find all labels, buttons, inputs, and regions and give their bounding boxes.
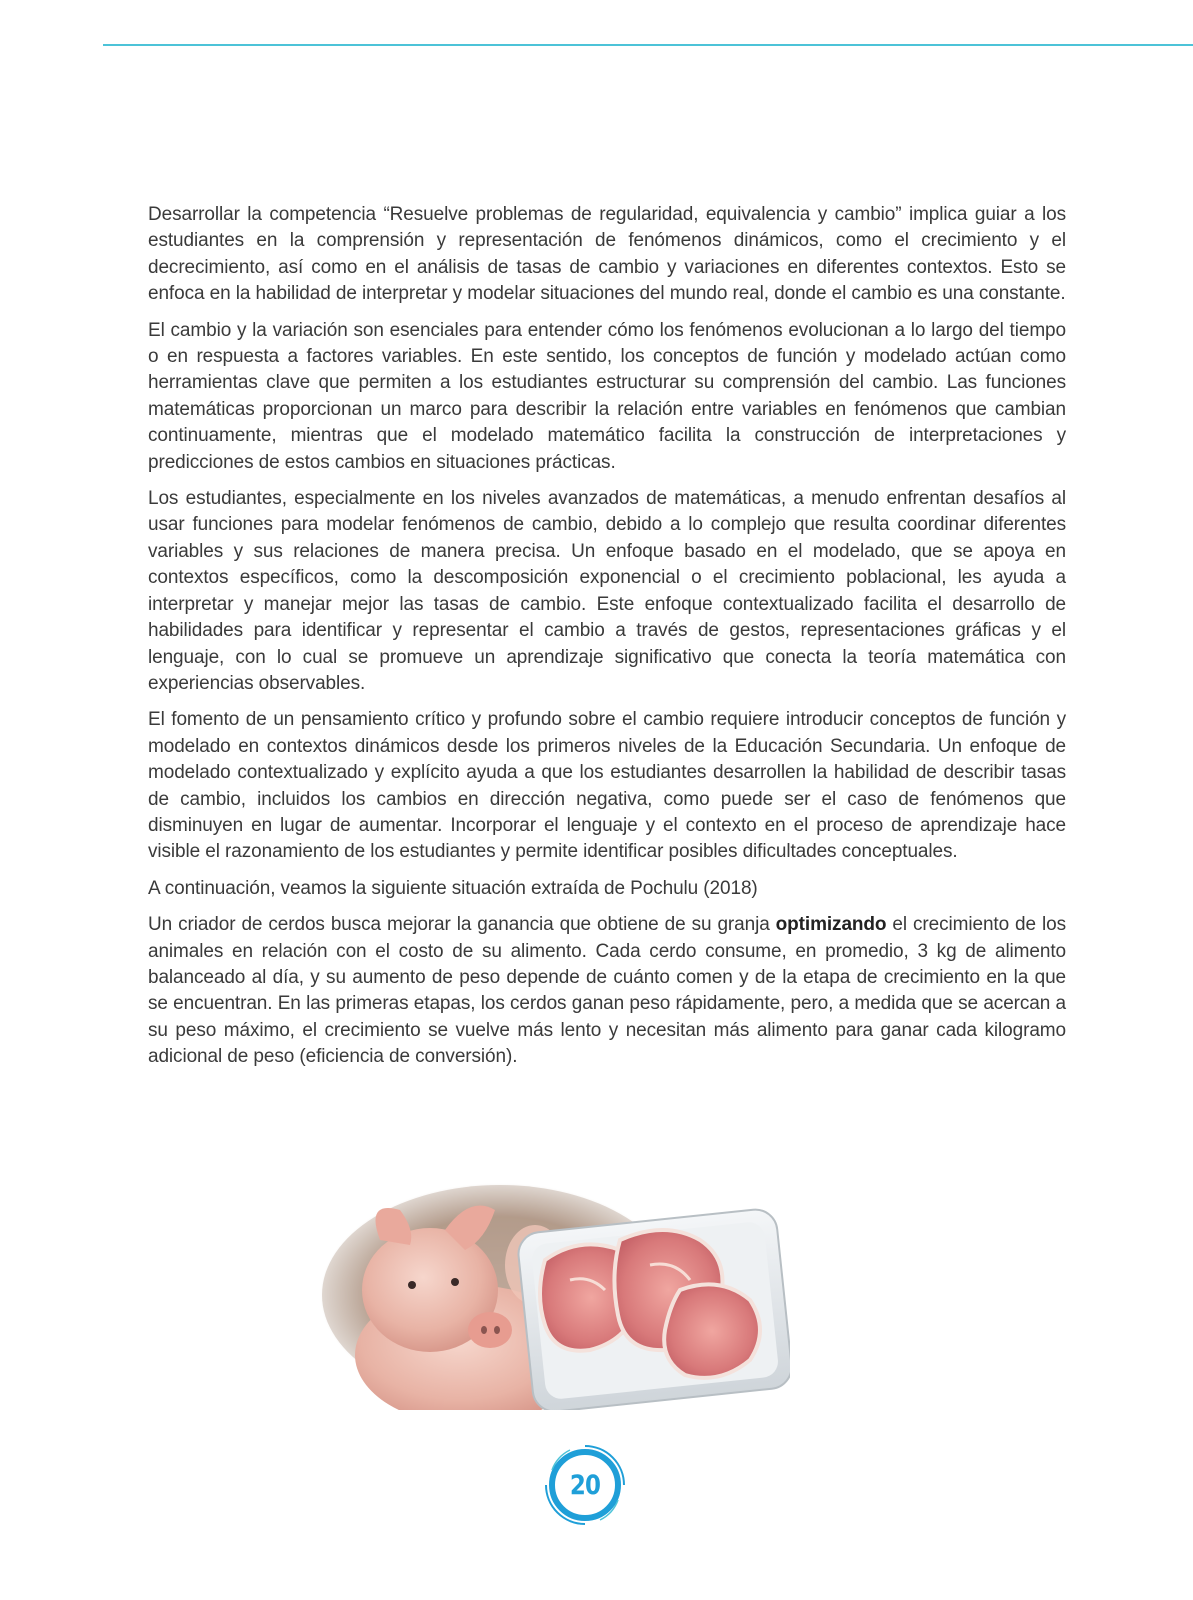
page-number: 20 bbox=[569, 1469, 601, 1501]
page-number-badge bbox=[540, 1440, 630, 1530]
problem-paragraph bbox=[148, 912, 1066, 1070]
paragraph-4: El fomento de un pensamiento crítico y profundo sobre el cambio requiere introducir conceptos de función y modelado en contextos dinámicos desde los primeros niveles de la Educación Secundaria. Un enfoque de modelado contextualizado y explícito ayuda a que los estudiantes desarrollen la habilidad de describir tasas de cambio, incluidos los cambios en dirección negativa, como puede ser el caso de fenómenos que disminuyen en lugar de aumentar. Incorporar el lenguaje y el contexto en el proceso de aprendizaje hace visible el razonamiento de los estudiantes y permite identificar posibles dificultades conceptuales. bbox=[148, 709, 1066, 863]
document-body bbox=[148, 202, 1066, 1081]
problem-bold-term: optimizando bbox=[775, 914, 887, 936]
problem-text-end: el crecimiento de los animales en relación con el costo de su alimento. Cada cerdo consume, en promedio, 3 kg de alimento balanceado al día, y su aumento de peso depende de cuánto comen y de la etapa de crecimiento en la que se encuentran. En las primeras etapas, los cerdos ganan peso rápidamente, pero, a medida que se acercan a su peso máximo, el crecimiento se vuelve más lento y necesitan más alimento para ganar cada kilogramo adicional de peso (eficiencia de conversión). bbox=[148, 914, 1066, 1068]
paragraph-2: El cambio y la variación son esenciales para entender cómo los fenómenos evolucionan a lo largo del tiempo o en respuesta a factores variables. En este sentido, los conceptos de función y modelado actúan como herramientas clave que permiten a los estudiantes estructurar su comprensión del cambio. Las funciones matemáticas proporcionan un marco para describir la relación entre variables en fenómenos que cambian continuamente, mientras que el modelado matemático facilita la construcción de interpretaciones y predicciones de estos cambios en situaciones prácticas. bbox=[148, 319, 1066, 473]
paragraph-1: Desarrollar la competencia “Resuelve problemas de regularidad, equivalencia y cambio” implica guiar a los estudiantes en la comprensión y representación de fenómenos dinámicos, como el crecimiento y el decrecimiento, así como en el análisis de tasas de cambio y variaciones en diferentes contextos. Esto se enfoca en la habilidad de interpretar y modelar situaciones del mundo real, donde el cambio es una constante. bbox=[148, 204, 1066, 305]
header-rule bbox=[103, 44, 1193, 46]
pig-and-pork-chops-photo bbox=[320, 1180, 790, 1410]
problem-text-start: Un criador de cerdos busca mejorar la ganancia que obtiene de su granja bbox=[148, 914, 776, 936]
paragraph-5: A continuación, veamos la siguiente situación extraída de Pochulu (2018) bbox=[148, 877, 758, 899]
paragraph-3: Los estudiantes, especialmente en los niveles avanzados de matemáticas, a menudo enfrentan desafíos al usar funciones para modelar fenómenos de cambio, debido a lo complejo que resulta coordinar diferentes variables y sus relaciones de manera precisa. Un enfoque basado en el modelado, que se apoya en contextos específicos, como la descomposición exponencial o el crecimiento poblacional, les ayuda a interpretar y manejar mejor las tasas de cambio. Este enfoque contextualizado facilita el desarrollo de habilidades para identificar y representar el cambio a través de gestos, representaciones gráficas y el lenguaje, con lo cual se promueve un aprendizaje significativo que conecta la teoría matemática con experiencias observables. bbox=[148, 488, 1066, 694]
